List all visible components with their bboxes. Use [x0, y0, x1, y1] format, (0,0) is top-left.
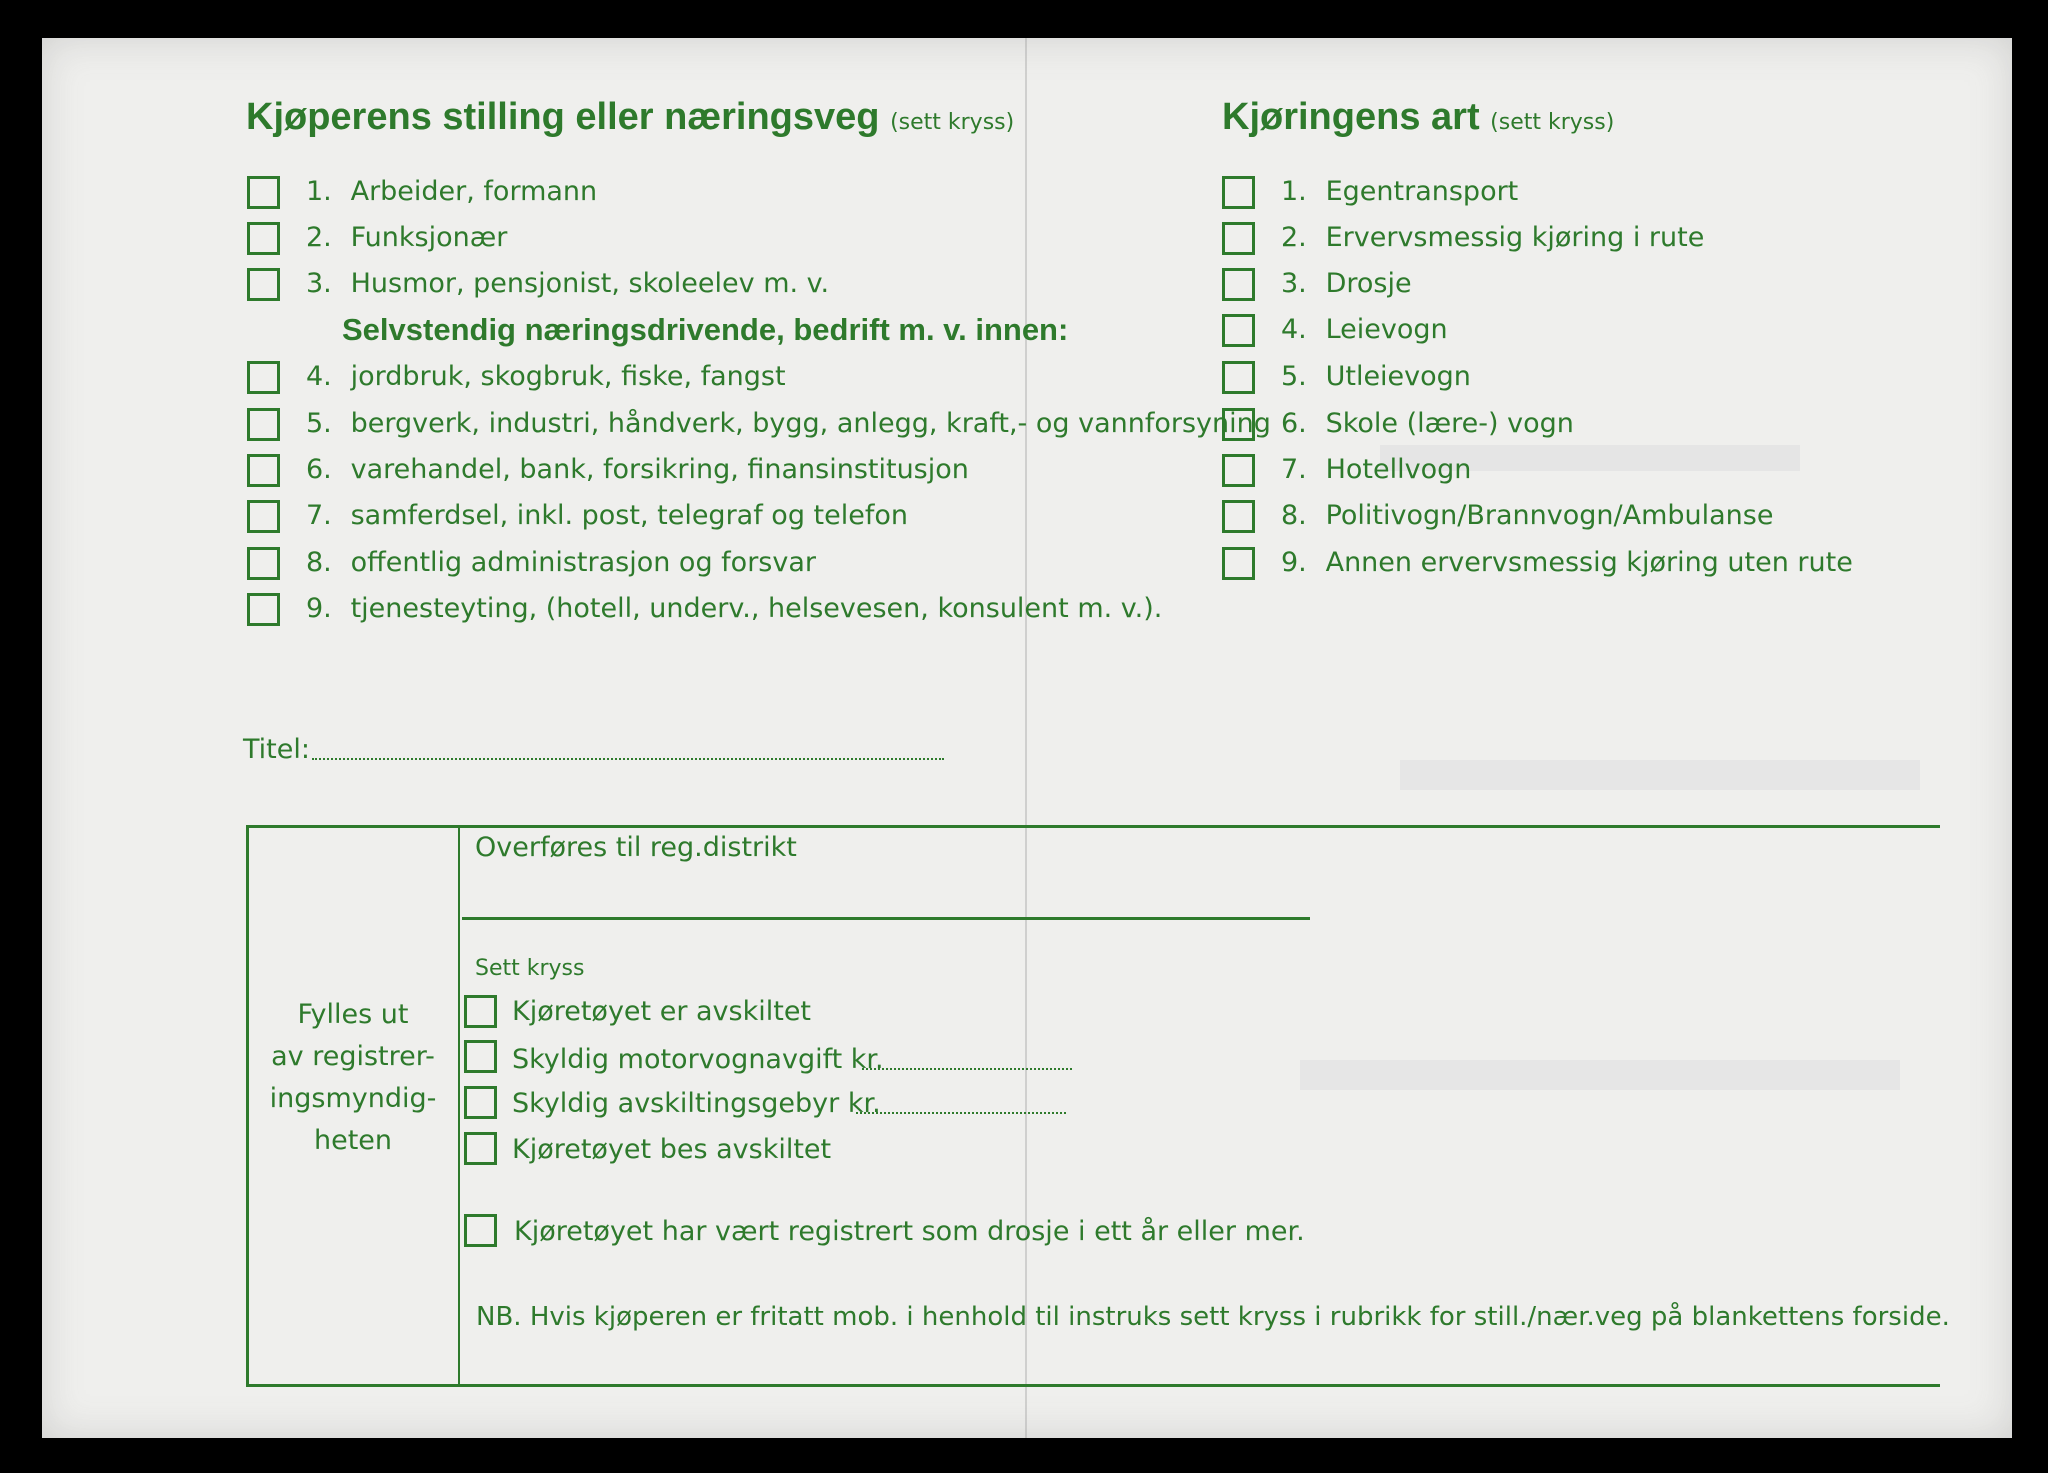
occupation-checkbox-8[interactable]: [247, 547, 280, 580]
occupation-checkbox-9[interactable]: [247, 593, 280, 626]
titel-label: Titel:: [243, 734, 310, 765]
item-label: Funksjonær: [350, 222, 508, 253]
occupation-item-7: [306, 500, 908, 531]
self-employed-subheading: Selvstendig næringsdrivende, bedrift m. v. innen:: [342, 312, 1069, 347]
side-label-line: ingsmyndig-: [269, 1083, 437, 1114]
item-label: Ervervsmessig kjøring i rute: [1325, 222, 1705, 253]
driving-item-4: [1281, 314, 1448, 345]
occupation-checkbox-2[interactable]: [247, 222, 280, 255]
item-number: 5.: [306, 408, 332, 439]
box-top-border: [246, 825, 1940, 828]
item-number: 7.: [306, 500, 332, 531]
item-label: Annen ervervsmessig kjøring uten rute: [1325, 547, 1853, 578]
occupation-item-6: [306, 454, 969, 485]
transfer-district-line[interactable]: [462, 917, 1310, 920]
item-label: Arbeider, formann: [350, 176, 598, 207]
titel-field[interactable]: [312, 738, 944, 760]
item-label: Politivogn/Brannvogn/Ambulanse: [1325, 500, 1774, 531]
driving-item-7: [1281, 454, 1471, 485]
driving-checkbox-5[interactable]: [1222, 361, 1255, 394]
show-through-mark: [1400, 760, 1920, 790]
occupation-checkbox-5[interactable]: [247, 408, 280, 441]
driving-checkbox-3[interactable]: [1222, 268, 1255, 301]
deregistration-fee-checkbox[interactable]: [464, 1086, 497, 1119]
item-number: 3.: [306, 268, 332, 299]
item-label: Husmor, pensjonist, skoleelev m. v.: [350, 268, 830, 299]
item-label: Skole (lære-) vogn: [1325, 408, 1574, 439]
driving-checkbox-7[interactable]: [1222, 454, 1255, 487]
driving-type-heading-text: Kjøringens art: [1222, 96, 1480, 138]
taxi-year-checkbox[interactable]: [464, 1214, 497, 1247]
item-label: samferdsel, inkl. post, telegraf og telefon: [350, 500, 908, 531]
occupation-item-9: [306, 593, 1162, 624]
box-bottom-border: [246, 1384, 1940, 1387]
driving-item-2: [1281, 222, 1704, 253]
driving-type-heading-note: (sett kryss): [1490, 110, 1615, 135]
driving-item-8: [1281, 500, 1773, 531]
item-number: 3.: [1281, 268, 1307, 299]
deregistration-fee-label: Skyldig avskiltingsgebyr kr.: [512, 1088, 881, 1119]
registration-authority-label: [248, 994, 458, 1162]
item-number: 2.: [306, 222, 332, 253]
occupation-checkbox-3[interactable]: [247, 268, 280, 301]
driving-checkbox-9[interactable]: [1222, 547, 1255, 580]
item-number: 6.: [306, 454, 332, 485]
deregistered-checkbox[interactable]: [464, 995, 497, 1028]
deregistration-fee-amount-field[interactable]: [856, 1096, 1066, 1114]
occupation-checkbox-7[interactable]: [247, 500, 280, 533]
deregistered-label: Kjøretøyet er avskiltet: [512, 996, 812, 1027]
vehicle-tax-checkbox[interactable]: [464, 1040, 497, 1073]
driving-item-6: [1281, 408, 1574, 439]
box-divider: [458, 825, 460, 1385]
item-number: 4.: [1281, 314, 1307, 345]
occupation-checkbox-4[interactable]: [247, 361, 280, 394]
buyer-occupation-heading-text: Kjøperens stilling eller næringsveg: [246, 96, 880, 138]
driving-item-9: [1281, 547, 1853, 578]
taxi-year-label: Kjøretøyet har vært registrert som drosje i ett år eller mer.: [514, 1216, 1305, 1247]
item-label: offentlig administrasjon og forsvar: [350, 547, 816, 578]
item-number: 9.: [1281, 547, 1307, 578]
buyer-occupation-heading: [246, 96, 1014, 139]
occupation-item-4: [306, 361, 786, 392]
item-label: Egentransport: [1325, 176, 1519, 207]
item-label: Drosje: [1325, 268, 1412, 299]
item-label: tjenesteyting, (hotell, underv., helsevesen, konsulent m. v.).: [350, 593, 1163, 624]
driving-item-1: [1281, 176, 1518, 207]
item-number: 1.: [1281, 176, 1307, 207]
driving-checkbox-4[interactable]: [1222, 314, 1255, 347]
driving-item-5: [1281, 361, 1471, 392]
occupation-checkbox-6[interactable]: [247, 454, 280, 487]
driving-checkbox-2[interactable]: [1222, 222, 1255, 255]
side-label-line: Fylles ut: [297, 999, 409, 1030]
request-deregistration-checkbox[interactable]: [464, 1132, 497, 1165]
item-label: Hotellvogn: [1325, 454, 1472, 485]
occupation-item-8: [306, 547, 816, 578]
occupation-item-1: [306, 176, 597, 207]
show-through-mark: [1300, 1060, 1900, 1090]
occupation-item-3: [306, 268, 829, 299]
driving-checkbox-8[interactable]: [1222, 500, 1255, 533]
buyer-occupation-heading-note: (sett kryss): [890, 110, 1015, 135]
item-number: 1.: [306, 176, 332, 207]
item-label: bergverk, industri, håndverk, bygg, anlegg, kraft,- og vannforsyning: [350, 408, 1271, 439]
occupation-item-2: [306, 222, 507, 253]
request-deregistration-label: Kjøretøyet bes avskiltet: [512, 1134, 832, 1165]
side-label-line: heten: [313, 1125, 393, 1156]
item-number: 2.: [1281, 222, 1307, 253]
nb-note: NB. Hvis kjøperen er fritatt mob. i henhold til instruks sett kryss i rubrikk for still./nær.veg på blankettens forside.: [476, 1302, 1950, 1332]
item-label: Leievogn: [1325, 314, 1448, 345]
sett-kryss-label: Sett kryss: [475, 956, 585, 981]
vehicle-tax-label: Skyldig motorvognavgift kr.: [512, 1044, 884, 1075]
item-number: 6.: [1281, 408, 1307, 439]
item-number: 5.: [1281, 361, 1307, 392]
driving-checkbox-1[interactable]: [1222, 176, 1255, 209]
item-number: 4.: [306, 361, 332, 392]
side-label-line: av registrer-: [271, 1041, 435, 1072]
transfer-district-label: Overføres til reg.distrikt: [475, 832, 797, 863]
item-label: varehandel, bank, forsikring, finansinstitusjon: [350, 454, 969, 485]
occupation-item-5: [306, 408, 1271, 439]
item-number: 8.: [306, 547, 332, 578]
item-number: 8.: [1281, 500, 1307, 531]
driving-checkbox-6[interactable]: [1222, 408, 1255, 441]
item-label: Utleievogn: [1325, 361, 1471, 392]
vehicle-tax-amount-field[interactable]: [862, 1052, 1072, 1070]
item-number: 7.: [1281, 454, 1307, 485]
driving-item-3: [1281, 268, 1412, 299]
item-label: jordbruk, skogbruk, fiske, fangst: [350, 361, 786, 392]
driving-type-heading: [1222, 96, 1614, 139]
occupation-checkbox-1[interactable]: [247, 176, 280, 209]
item-number: 9.: [306, 593, 332, 624]
